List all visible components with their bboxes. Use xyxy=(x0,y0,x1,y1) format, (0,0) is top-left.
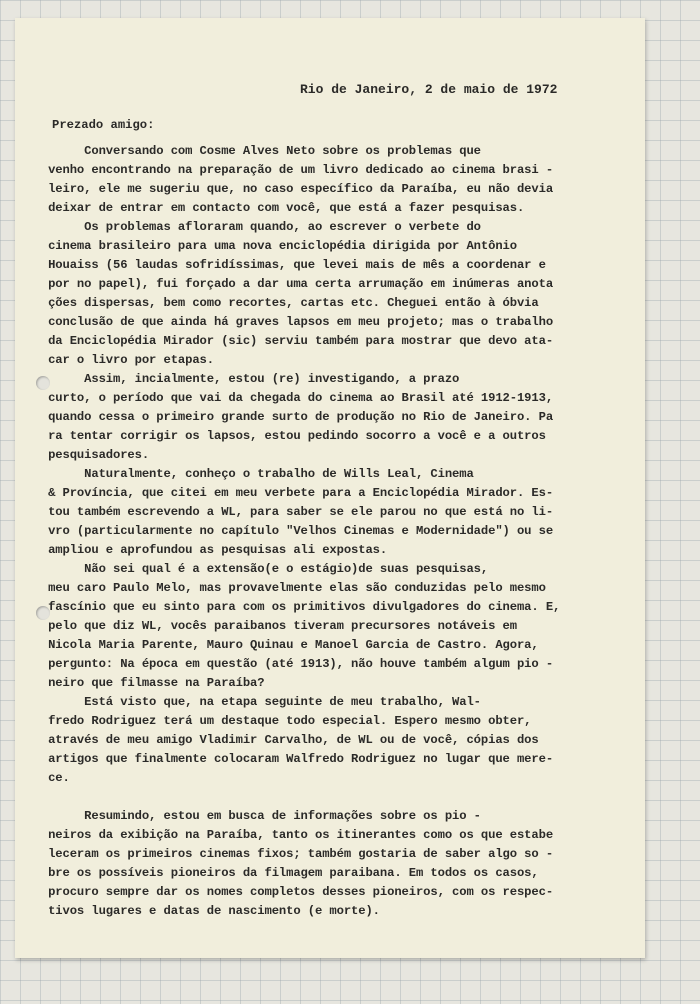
letter-line: ções dispersas, bem como recortes, cartas etc. Cheguei então à óbvia xyxy=(12,296,539,310)
letter-line: ra tentar corrigir os lapsos, estou pedindo socorro a você e a outros xyxy=(12,429,546,443)
letter-line: pesquisadores. xyxy=(12,448,150,462)
letter-line: pergunto: Na época em questão (até 1913), não houve também algum pio - xyxy=(12,657,554,671)
letter-line: fredo Rodriguez terá um destaque todo especial. Espero mesmo obter, xyxy=(12,714,532,728)
letter-line: Assim, incialmente, estou (re) investigando, a prazo xyxy=(12,372,460,386)
letter-line: bre os possíveis pioneiros da filmagem paraibana. Em todos os casos, xyxy=(12,866,539,880)
letter-line: curto, o período que vai da chegada do cinema ao Brasil até 1912-1913, xyxy=(12,391,554,405)
letter-line: & Província, que citei em meu verbete para a Enciclopédia Mirador. Es- xyxy=(12,486,554,500)
letter-greeting: Prezado amigo: xyxy=(52,118,155,132)
letter-line: por no papel), fui forçado a dar uma certa arrumação em inúmeras anota xyxy=(12,277,554,291)
letter-line: artigos que finalmente colocaram Walfredo Rodriguez no lugar que mere- xyxy=(12,752,554,766)
letter-line: neiros da exibição na Paraíba, tanto os itinerantes como os que estabe xyxy=(12,828,554,842)
letter-line: Naturalmente, conheço o trabalho de Wills Leal, Cinema xyxy=(12,467,474,481)
letter-line: através de meu amigo Vladimir Carvalho, de WL ou de você, cópias dos xyxy=(12,733,539,747)
letter-line: deixar de entrar em contacto com você, que está a fazer pesquisas. xyxy=(12,201,525,215)
letter-line: tivos lugares e datas de nascimento (e morte). xyxy=(12,904,380,918)
letter-line: Está visto que, na etapa seguinte de meu trabalho, Wal- xyxy=(12,695,481,709)
letter-line: Não sei qual é a extensão(e o estágio)de suas pesquisas, xyxy=(12,562,489,576)
letter-line: quando cessa o primeiro grande surto de produção no Rio de Janeiro. Pa xyxy=(12,410,554,424)
letter-line: Nicola Maria Parente, Mauro Quinau e Manoel Garcia de Castro. Agora, xyxy=(12,638,539,652)
letter-line: venho encontrando na preparação de um livro dedicado ao cinema brasi - xyxy=(12,163,554,177)
letter-line: conclusão de que ainda há graves lapsos em meu projeto; mas o trabalho xyxy=(12,315,554,329)
letter-line: ampliou e aprofundou as pesquisas ali expostas. xyxy=(12,543,388,557)
letter-line: vro (particularmente no capítulo "Velhos Cinemas e Modernidade") ou se xyxy=(12,524,554,538)
letter-line: neiro que filmasse na Paraíba? xyxy=(12,676,265,690)
letter-line: Conversando com Cosme Alves Neto sobre os problemas que xyxy=(12,144,481,158)
letter-line: meu caro Paulo Melo, mas provavelmente elas são conduzidas pelo mesmo xyxy=(12,581,546,595)
letter-date: Rio de Janeiro, 2 de maio de 1972 xyxy=(300,82,558,97)
letter-line: pelo que diz WL, vocês paraibanos tiveram precursores notáveis em xyxy=(12,619,517,633)
letter-line: da Enciclopédia Mirador (sic) serviu também para mostrar que devo ata- xyxy=(12,334,554,348)
letter-line: procuro sempre dar os nomes completos desses pioneiros, com os respec- xyxy=(12,885,554,899)
letter-line: Resumindo, estou em busca de informações sobre os pio - xyxy=(12,809,481,823)
letter-line: fascínio que eu sinto para com os primitivos divulgadores do cinema. E, xyxy=(12,600,561,614)
letter-line: leiro, ele me sugeriu que, no caso específico da Paraíba, eu não devia xyxy=(12,182,554,196)
letter-line: cinema brasileiro para uma nova enciclopédia dirigida por Antônio xyxy=(12,239,517,253)
letter-line: leceram os primeiros cinemas fixos; também gostaria de saber algo so - xyxy=(12,847,554,861)
letter-line: car o livro por etapas. xyxy=(12,353,214,367)
letter-line: tou também escrevendo a WL, para saber se ele parou no que está no li- xyxy=(12,505,554,519)
letter-line: ce. xyxy=(12,771,70,785)
letter-line xyxy=(12,788,632,807)
letter-line: Os problemas afloraram quando, ao escrever o verbete do xyxy=(12,220,481,234)
letter-body xyxy=(12,142,632,921)
letter-line: Houaiss (56 laudas sofridíssimas, que levei mais de mês a coordenar e xyxy=(12,258,546,272)
